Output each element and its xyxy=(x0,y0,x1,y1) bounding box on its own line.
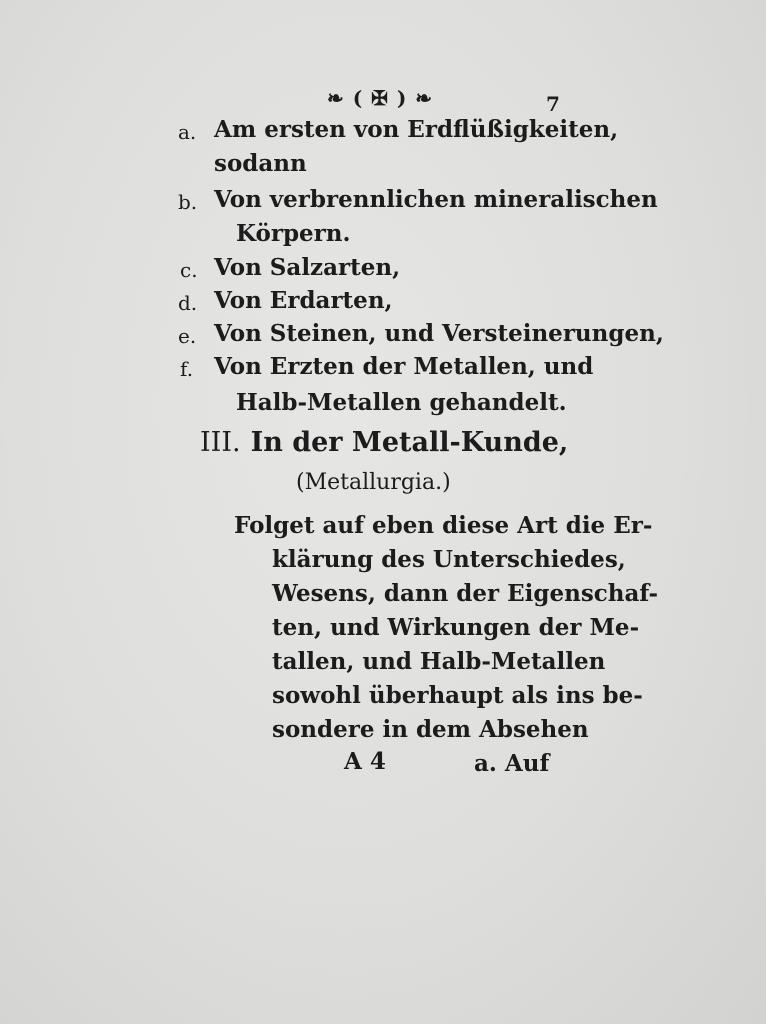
list-item-line: Von verbrennlichen mineralischen xyxy=(214,186,658,213)
list-item-line: Von Salzarten, xyxy=(214,254,401,281)
list-item-letter: f. xyxy=(180,357,194,381)
section-heading xyxy=(200,427,568,458)
paragraph-line: tallen, und Halb-Metallen xyxy=(272,648,606,675)
catchword: a. Auf xyxy=(474,750,550,777)
paragraph-line: Folget auf eben diese Art die Er- xyxy=(234,512,653,539)
printer-signature-mark: A 4 xyxy=(344,748,386,775)
list-item-letter: e. xyxy=(178,324,197,348)
list-item-letter: b. xyxy=(178,190,198,214)
list-item-line: sodann xyxy=(214,150,307,177)
list-item-line: Von Erzten der Metallen, und xyxy=(214,353,594,380)
page-number: 7 xyxy=(546,92,560,116)
list-item-line: Am ersten von Erdflüßigkeiten, xyxy=(214,116,619,143)
list-item-line: Von Steinen, und Versteinerungen, xyxy=(214,320,664,347)
section-title: In der Metall-Kunde, xyxy=(250,427,569,458)
paragraph-line: sondere in dem Absehen xyxy=(272,716,589,743)
paragraph-line: Wesens, dann der Eigenschaf- xyxy=(272,580,659,607)
section-numeral: III. xyxy=(200,427,241,458)
list-item-line: Halb-Metallen gehandelt. xyxy=(236,389,567,416)
section-latin-title: (Metallurgia.) xyxy=(296,470,451,495)
list-item-letter: c. xyxy=(180,258,198,282)
list-item-letter: d. xyxy=(178,291,198,315)
paragraph-line: ten, und Wirkungen der Me- xyxy=(272,614,640,641)
list-item-letter: a. xyxy=(178,120,197,144)
paragraph-line: sowohl überhaupt als ins be- xyxy=(272,682,643,709)
list-item-line: Von Erdarten, xyxy=(214,287,393,314)
page-header-ornament: ❧ ( ✠ ) ❧ xyxy=(326,86,434,110)
paragraph-line: klärung des Unterschiedes, xyxy=(272,546,626,573)
list-item-line: Körpern. xyxy=(236,220,351,247)
